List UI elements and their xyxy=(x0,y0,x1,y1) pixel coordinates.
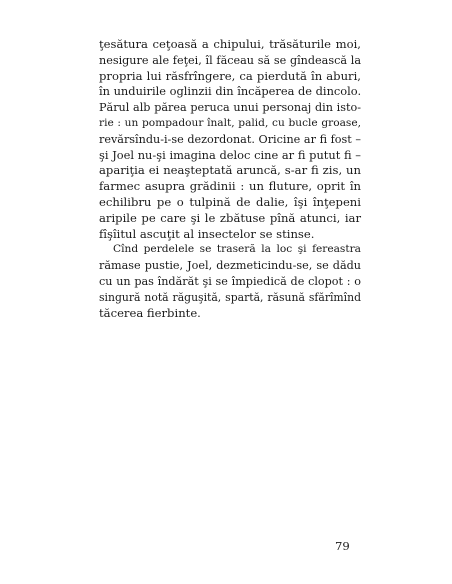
text-line: în unduirile oglinzii din încăperea de dincolo. xyxy=(99,84,362,99)
text-line: tăcerea fierbinte. xyxy=(99,305,201,320)
paragraph-2 xyxy=(99,242,361,321)
text-line: rămase pustie, Joel, dezmeticindu-se, se dădu xyxy=(99,259,361,273)
text-line: rie : un pompadour înalt, palid, cu bucle groase, xyxy=(99,116,361,129)
text-line: singură notă răguşită, spartă, răsună sfărîmînd xyxy=(99,290,361,304)
page-number: 79 xyxy=(335,539,350,553)
text-line: apariţia ei neaşteptată aruncă, s-ar fi zis, un xyxy=(99,163,361,178)
text-line: farmec asupra grădinii : un fluture, oprit în xyxy=(99,179,361,194)
text-line: nesigure ale feţei, îl făceau să se gîndească la xyxy=(99,53,361,67)
paragraph-1 xyxy=(99,37,361,242)
text-line: revărsîndu-i-se dezordonat. Oricine ar fi fost – xyxy=(99,132,361,146)
text-line: cu un pas îndărăt şi se împiedică de clopot : o xyxy=(99,274,361,288)
text-line: Cînd perdelele se traseră la loc şi fereastra xyxy=(113,243,361,256)
text-line: echilibru pe o tulpină de dalie, îşi înţepeni xyxy=(99,194,361,209)
text-line: propria lui răsfrîngere, ca pierdută în aburi, xyxy=(99,68,361,83)
text-line: şi Joel nu-şi imagina deloc cine ar fi putut fi – xyxy=(99,147,361,162)
text-line: ţesătura ceţoasă a chipului, trăsăturile moi, xyxy=(99,37,361,51)
body-text xyxy=(99,37,361,321)
text-line: Părul alb părea peruca unui personaj din isto- xyxy=(99,101,361,115)
text-line: fîşîitul ascuţit al insectelor se stinse. xyxy=(99,226,315,241)
text-line: aripile pe care şi le zbătuse pînă atunci, iar xyxy=(99,210,361,225)
